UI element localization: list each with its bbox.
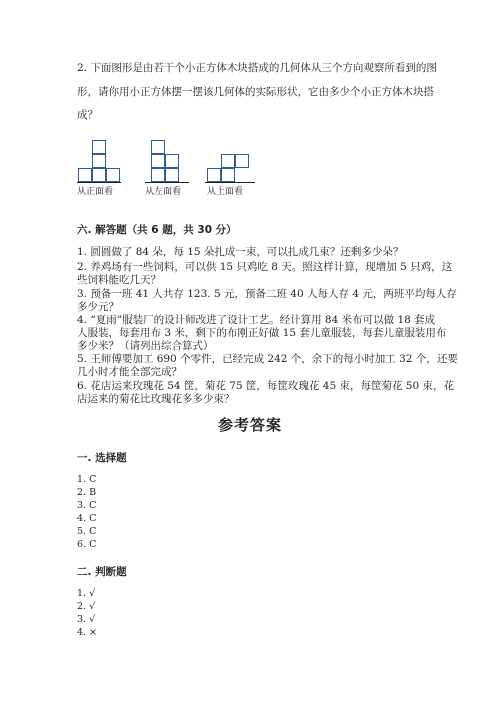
section-6-line: 多少米？（请列出综合算式） <box>77 340 214 352</box>
front-view-caption: 从正面看 <box>77 187 114 197</box>
answers-title: 参考答案 <box>217 416 282 434</box>
answer-item: 3. C <box>77 500 97 511</box>
section-6-line: 3. 预备一班 41 人共存 123. 5 元，预备二班 40 人每人存 4 元，两班平均每人存 <box>77 288 457 300</box>
section-6-line: 多少元？ <box>77 301 119 313</box>
left-view-caption: 从左面看 <box>145 187 182 197</box>
answer-item: 1. C <box>77 474 97 485</box>
answers-part-1-heading: 一. 选择题 <box>77 452 127 464</box>
answer-item: 4. × <box>77 627 98 638</box>
answer-item: 4. C <box>77 513 97 524</box>
section-6-line: 5. 王师傅要加工 690 个零件，已经完成 242 个，余下的每小时加工 32 个，还要 <box>77 353 458 365</box>
question-2-line-2: 形，请你用小正方体摆一摆该几何体的实际形状，它由多少个小正方体木块搭 <box>77 86 434 98</box>
question-2-line-1: 2. 下面图形是由若干个小正方体木块搭成的几何体从三个方向观察所看到的图 <box>77 62 437 74</box>
section-6-line: 2. 养鸡场有一些饲料，可以供 15 只鸡吃 8 天。照这样计算，现增加 5 只鸡，这 <box>77 261 453 273</box>
section-6-line: 6. 花店运来玫瑰花 54 筐，菊花 75 筐，每筐玫瑰花 45 束，每筐菊花 50 束，花 <box>77 380 454 392</box>
section-6-heading: 六. 解答题（共 6 题，共 30 分） <box>77 224 237 236</box>
top-view-caption: 从上面看 <box>207 187 244 197</box>
section-6-line: 店运来的菊花比玫瑰花多多少束？ <box>77 393 235 405</box>
answer-item: 2. √ <box>77 601 96 612</box>
answer-item: 2. B <box>77 487 97 498</box>
section-6-line: 4. “夏雨”服装厂的设计师改进了设计工艺。经计算用 84 米布可以做 18 套成 <box>77 314 436 326</box>
question-2-line-3: 成？ <box>77 109 98 121</box>
answer-item: 5. C <box>77 526 97 537</box>
section-6-line: 人服装，每套用布 3 米，剩下的布刚正好做 15 套儿童服装，每套儿童服装用布 <box>77 327 447 339</box>
answer-item: 1. √ <box>77 588 96 599</box>
section-6-line: 1. 圆圆做了 84 朵，每 15 朵扎成一束，可以扎成几束？还剩多少朵？ <box>77 246 404 258</box>
answer-item: 6. C <box>77 539 97 550</box>
section-6-line: 些饲料能吃几天？ <box>77 274 161 286</box>
section-6-line: 几小时才能全部完成？ <box>77 366 182 378</box>
answer-item: 3. √ <box>77 614 96 625</box>
answers-part-2-heading: 二. 判断题 <box>77 566 127 578</box>
